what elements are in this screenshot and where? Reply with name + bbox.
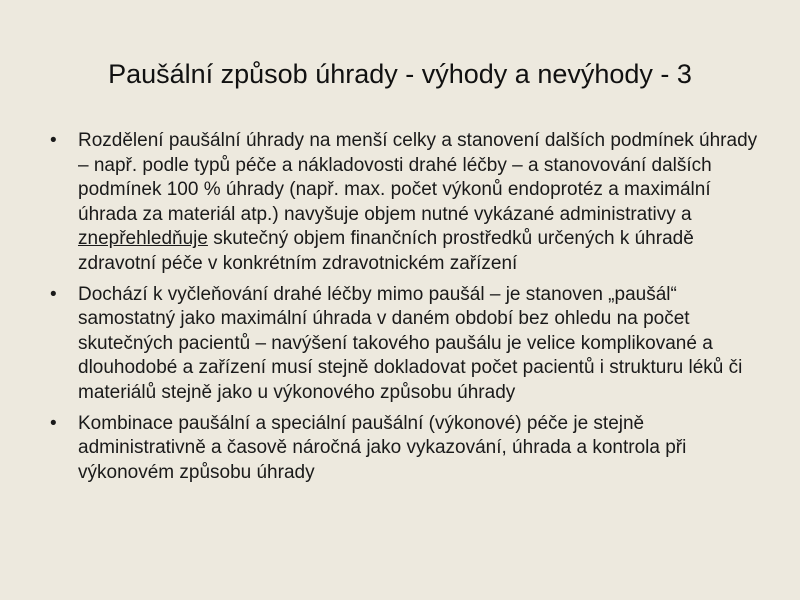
underlined-term: znepřehledňuje [78, 228, 208, 250]
slide-title: Paušální způsob úhrady - výhody a nevýhody - 3 [108, 59, 692, 89]
bullet-text: Kombinace paušální a speciální paušální (výkonové) péče je stejně administrativně a časově náročná jako vykazování, úhrada a kontrola při výkonovém způsobu úhrady [78, 412, 687, 483]
bullet-list [50, 129, 760, 491]
bullet-icon: • [50, 283, 57, 305]
bullet-item-1 [50, 129, 760, 277]
bullet-text-part: skutečný objem finančních prostředků určených k úhradě zdravotní péče v konkrétním zdravotnickém zařízení [78, 228, 694, 274]
bullet-item-3 [50, 412, 760, 486]
bullet-item-2 [50, 283, 760, 406]
bullet-icon: • [50, 130, 57, 151]
bullet-text-part: Rozdělení paušální úhrady na menší celky a stanovení dalších podmínek úhrady – např. podle typů péče a nákladovosti drahé léčby – a stanovování dalších podmínek 100 % úhrady (např. max. počet výkonů endoprotéz a maximální úhrada za materiál atp.) navyšuje objem nutné vykázané administrativy a [78, 130, 758, 225]
bullet-text: Dochází k vyčleňování drahé léčby mimo paušál – je stanoven „paušál“ samostatný jako maximální úhrada v daném období bez ohledu na počet skutečných pacientů – navýšení takového paušálu je velice komplikované a dlouhodobé a zařízení musí stejně dokladovat počet pacientů i strukturu léků či materiálů stejně jako u výkonového způsobu úhrady [78, 283, 743, 403]
bullet-icon: • [50, 412, 57, 434]
